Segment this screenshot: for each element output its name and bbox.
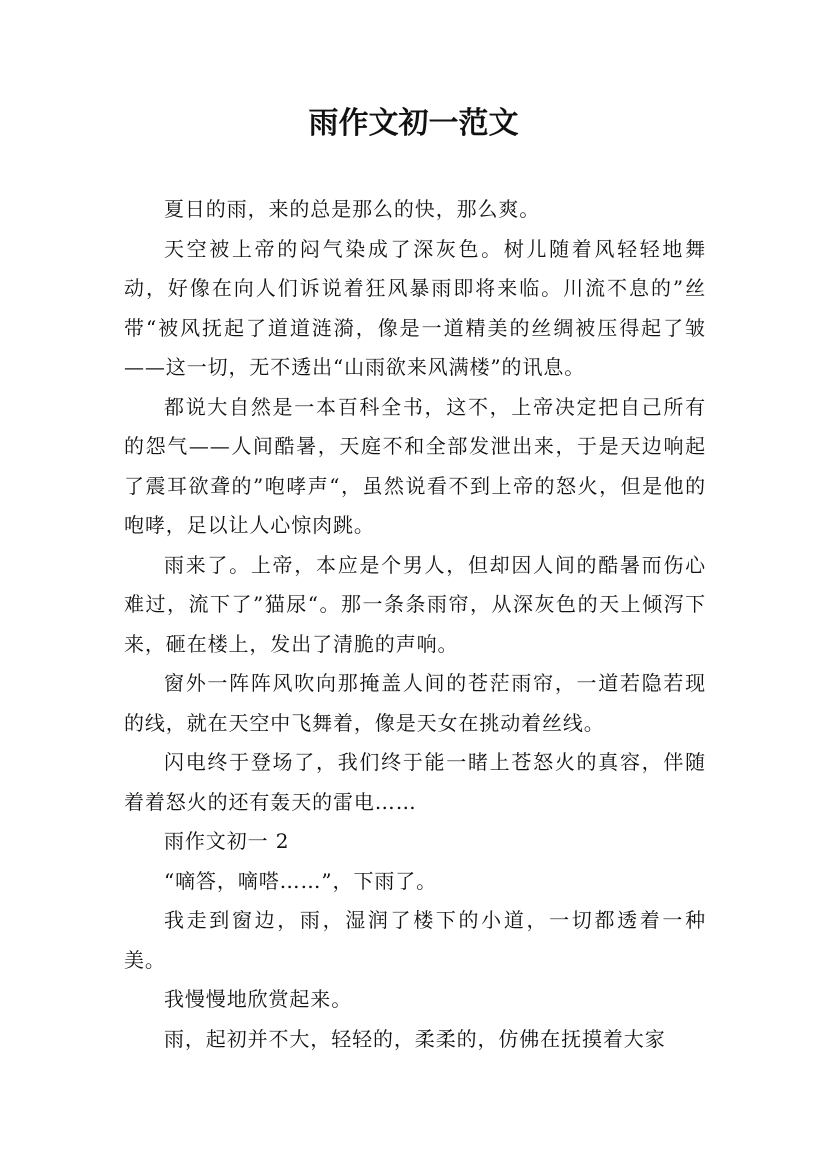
- paragraph-8: 我走到窗边，雨，湿润了楼下的小道，一切都透着一种美。: [124, 908, 706, 972]
- paragraph-10: 雨，起初并不大，轻轻的，柔柔的，仿佛在抚摸着大家: [164, 1026, 666, 1051]
- section-heading-2: 雨作文初一 2: [164, 829, 290, 853]
- paragraph-6: 闪电终于登场了，我们终于能一睹上苍怒火的真容，伴随着着怒火的还有轰天的雷电……: [124, 750, 706, 814]
- paragraph-3: 都说大自然是一本百科全书，这不，上帝决定把自己所有的怨气——人间酷暑，天庭不和全部发泄出来，于是天边响起了震耳欲聋的”咆哮声“，虽然说看不到上帝的怒火，但是他的咆哮，足以让人心惊肉跳。: [124, 394, 706, 537]
- paragraph-9: 我慢慢地欣赏起来。: [164, 987, 353, 1011]
- paragraph-2: 天空被上帝的闷气染成了深灰色。树儿随着风轻轻地舞动，好像在向人们诉说着狂风暴雨即将来临。川流不息的”丝带“被风抚起了道道涟漪，像是一道精美的丝绸被压得起了皱——这一切，无不透出“山雨欲来风满楼”的讯息。: [124, 236, 706, 379]
- paragraph-5: 窗外一阵阵风吹向那掩盖人间的苍茫雨帘，一道若隐若现的线，就在天空中飞舞着，像是天女在挑动着丝线。: [124, 671, 706, 735]
- document-title: 雨作文初一范文: [308, 106, 519, 141]
- paragraph-4: 雨来了。上帝，本应是个男人，但却因人间的酷暑而伤心难过，流下了”猫尿“。那一条条雨帘，从深灰色的天上倾泻下来，砸在楼上，发出了清脆的声响。: [124, 552, 706, 656]
- document-body: [124, 190, 706, 1059]
- paragraph-1: 夏日的雨，来的总是那么的快，那么爽。: [164, 197, 541, 221]
- paragraph-7: “嘀答，嘀嗒……”，下雨了。: [164, 868, 438, 893]
